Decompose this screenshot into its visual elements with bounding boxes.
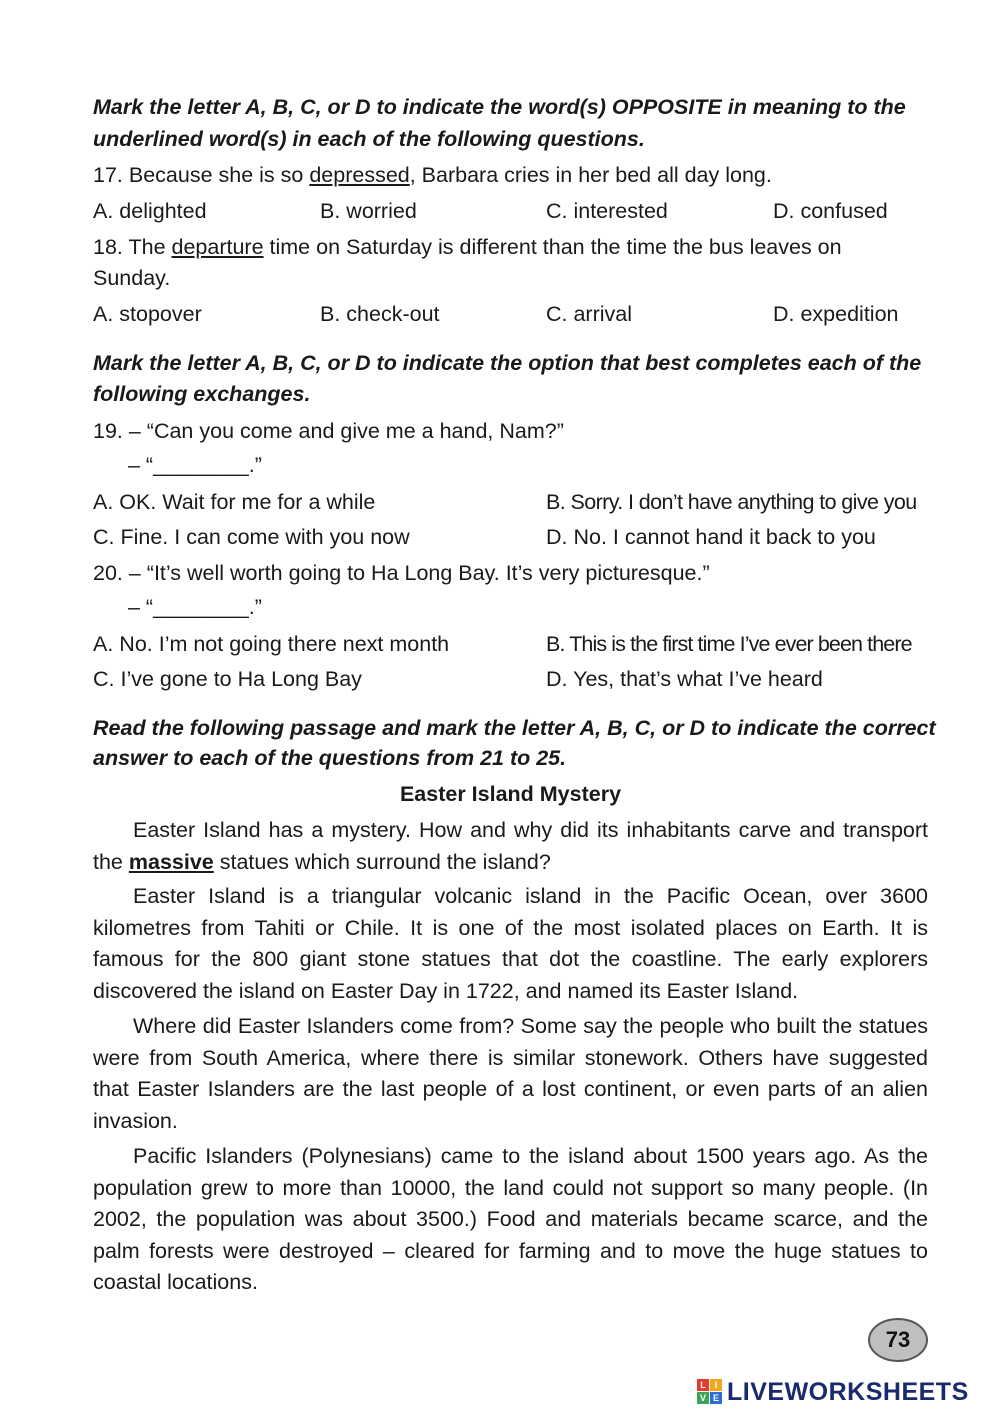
q18-text-pre: 18. The [93, 235, 172, 259]
q17-underlined-word: depressed [309, 163, 410, 187]
p1-text-post: statues which surround the island? [213, 849, 551, 874]
passage-paragraph-3: Where did Easter Islanders come from? Some say the people who built the statues were from South America, where there is similar stonework. Others have suggested that Easter Islanders are the last people of a lost continent, or even parts of an alien invasion. [93, 1014, 928, 1133]
q17-option-a[interactable]: A. delighted [93, 199, 207, 223]
instruction-exchanges-line1: Mark the letter A, B, C, or D to indicate the option that best completes each of the [93, 351, 922, 375]
q20-option-d[interactable]: D. Yes, that’s what I’ve heard [546, 667, 823, 691]
passage-title: Easter Island Mystery [399, 782, 622, 806]
q19-option-a[interactable]: A. OK. Wait for me for a while [93, 490, 376, 514]
passage-paragraph-2: Easter Island is a triangular volcanic island in the Pacific Ocean, over 3600 kilometres from Tahiti or Chile. It is one of the most isolated places on Earth. It is famous for the 800 giant stone statues that dot the coastline. The early explorers discovered the island on Easter Day in 1722, and named its Easter Island. [93, 884, 928, 1003]
question-17 [93, 160, 928, 190]
instruction-opposite-line2: underlined word(s) in each of the following questions. [93, 127, 645, 151]
q18-text-post: time on Saturday is different than the time the bus leaves on [263, 235, 842, 259]
logo-tile-v: V [697, 1392, 709, 1404]
q19-option-c[interactable]: C. Fine. I can come with you now [93, 525, 410, 549]
page-number-badge: 73 [868, 1318, 928, 1362]
passage-paragraph-4: Pacific Islanders (Polynesians) came to the island about 1500 years ago. As the population grew to more than 10000, the land could not support so many people. (In 2002, the population was about 3500.) Food and materials became scarce, and the palm forests were destroyed – cleared for farming and to move the huge statues to coastal locations. [93, 1144, 928, 1294]
question-20: 20. – “It’s well worth going to Ha Long Bay. It’s very picturesque.” [93, 561, 710, 585]
q17-option-b[interactable]: B. worried [320, 199, 417, 223]
instruction-passage-line1: Read the following passage and mark the letter A, B, C, or D to indicate the correct [93, 716, 936, 740]
q17-option-c[interactable]: C. interested [546, 199, 668, 223]
q20-option-c[interactable]: C. I’ve gone to Ha Long Bay [93, 667, 362, 691]
q17-text-pre: 17. Because she is so [93, 163, 310, 187]
question-18-line2: Sunday. [93, 266, 171, 290]
q20-answer-blank[interactable]: – “________.” [128, 595, 262, 619]
q18-option-b[interactable]: B. check-out [320, 302, 440, 326]
logo-tile-l: L [697, 1379, 709, 1391]
q18-option-c[interactable]: C. arrival [546, 302, 633, 326]
p1-underlined-word: massive [128, 849, 214, 874]
question-19: 19. – “Can you come and give me a hand, Nam?” [93, 419, 564, 443]
q19-option-d[interactable]: D. No. I cannot hand it back to you [546, 525, 876, 549]
q17-option-d[interactable]: D. confused [773, 199, 888, 223]
p1-text-pre: Easter Island has a mystery. How and why did its inhabitants carve and transport the [93, 818, 928, 874]
logo-tile-e: E [710, 1392, 722, 1404]
q20-option-b[interactable]: B. This is the first time I’ve ever been there [546, 632, 912, 656]
q18-option-d[interactable]: D. expedition [773, 302, 899, 326]
instruction-passage-line2: answer to each of the questions from 21 to 25. [93, 746, 567, 770]
instruction-opposite-line1: Mark the letter A, B, C, or D to indicate the word(s) OPPOSITE in meaning to the [93, 95, 906, 119]
liveworksheets-logo[interactable] [697, 1376, 969, 1408]
q20-option-a[interactable]: A. No. I’m not going there next month [93, 632, 450, 656]
q19-option-b[interactable]: B. Sorry. I don’t have anything to give you [546, 490, 917, 514]
q19-answer-blank[interactable]: – “________.” [128, 453, 262, 477]
liveworksheets-brand-text: LIVEWORKSHEETS [727, 1377, 969, 1406]
question-18 [93, 232, 928, 262]
instruction-exchanges-line2: following exchanges. [93, 382, 311, 406]
q17-text-post: , Barbara cries in her bed all day long. [409, 163, 772, 187]
passage-paragraph-1 [93, 815, 928, 878]
logo-tile-i: I [710, 1379, 722, 1391]
liveworksheets-icon [697, 1379, 723, 1405]
q18-option-a[interactable]: A. stopover [93, 302, 202, 326]
q18-underlined-word: departure [171, 235, 264, 259]
